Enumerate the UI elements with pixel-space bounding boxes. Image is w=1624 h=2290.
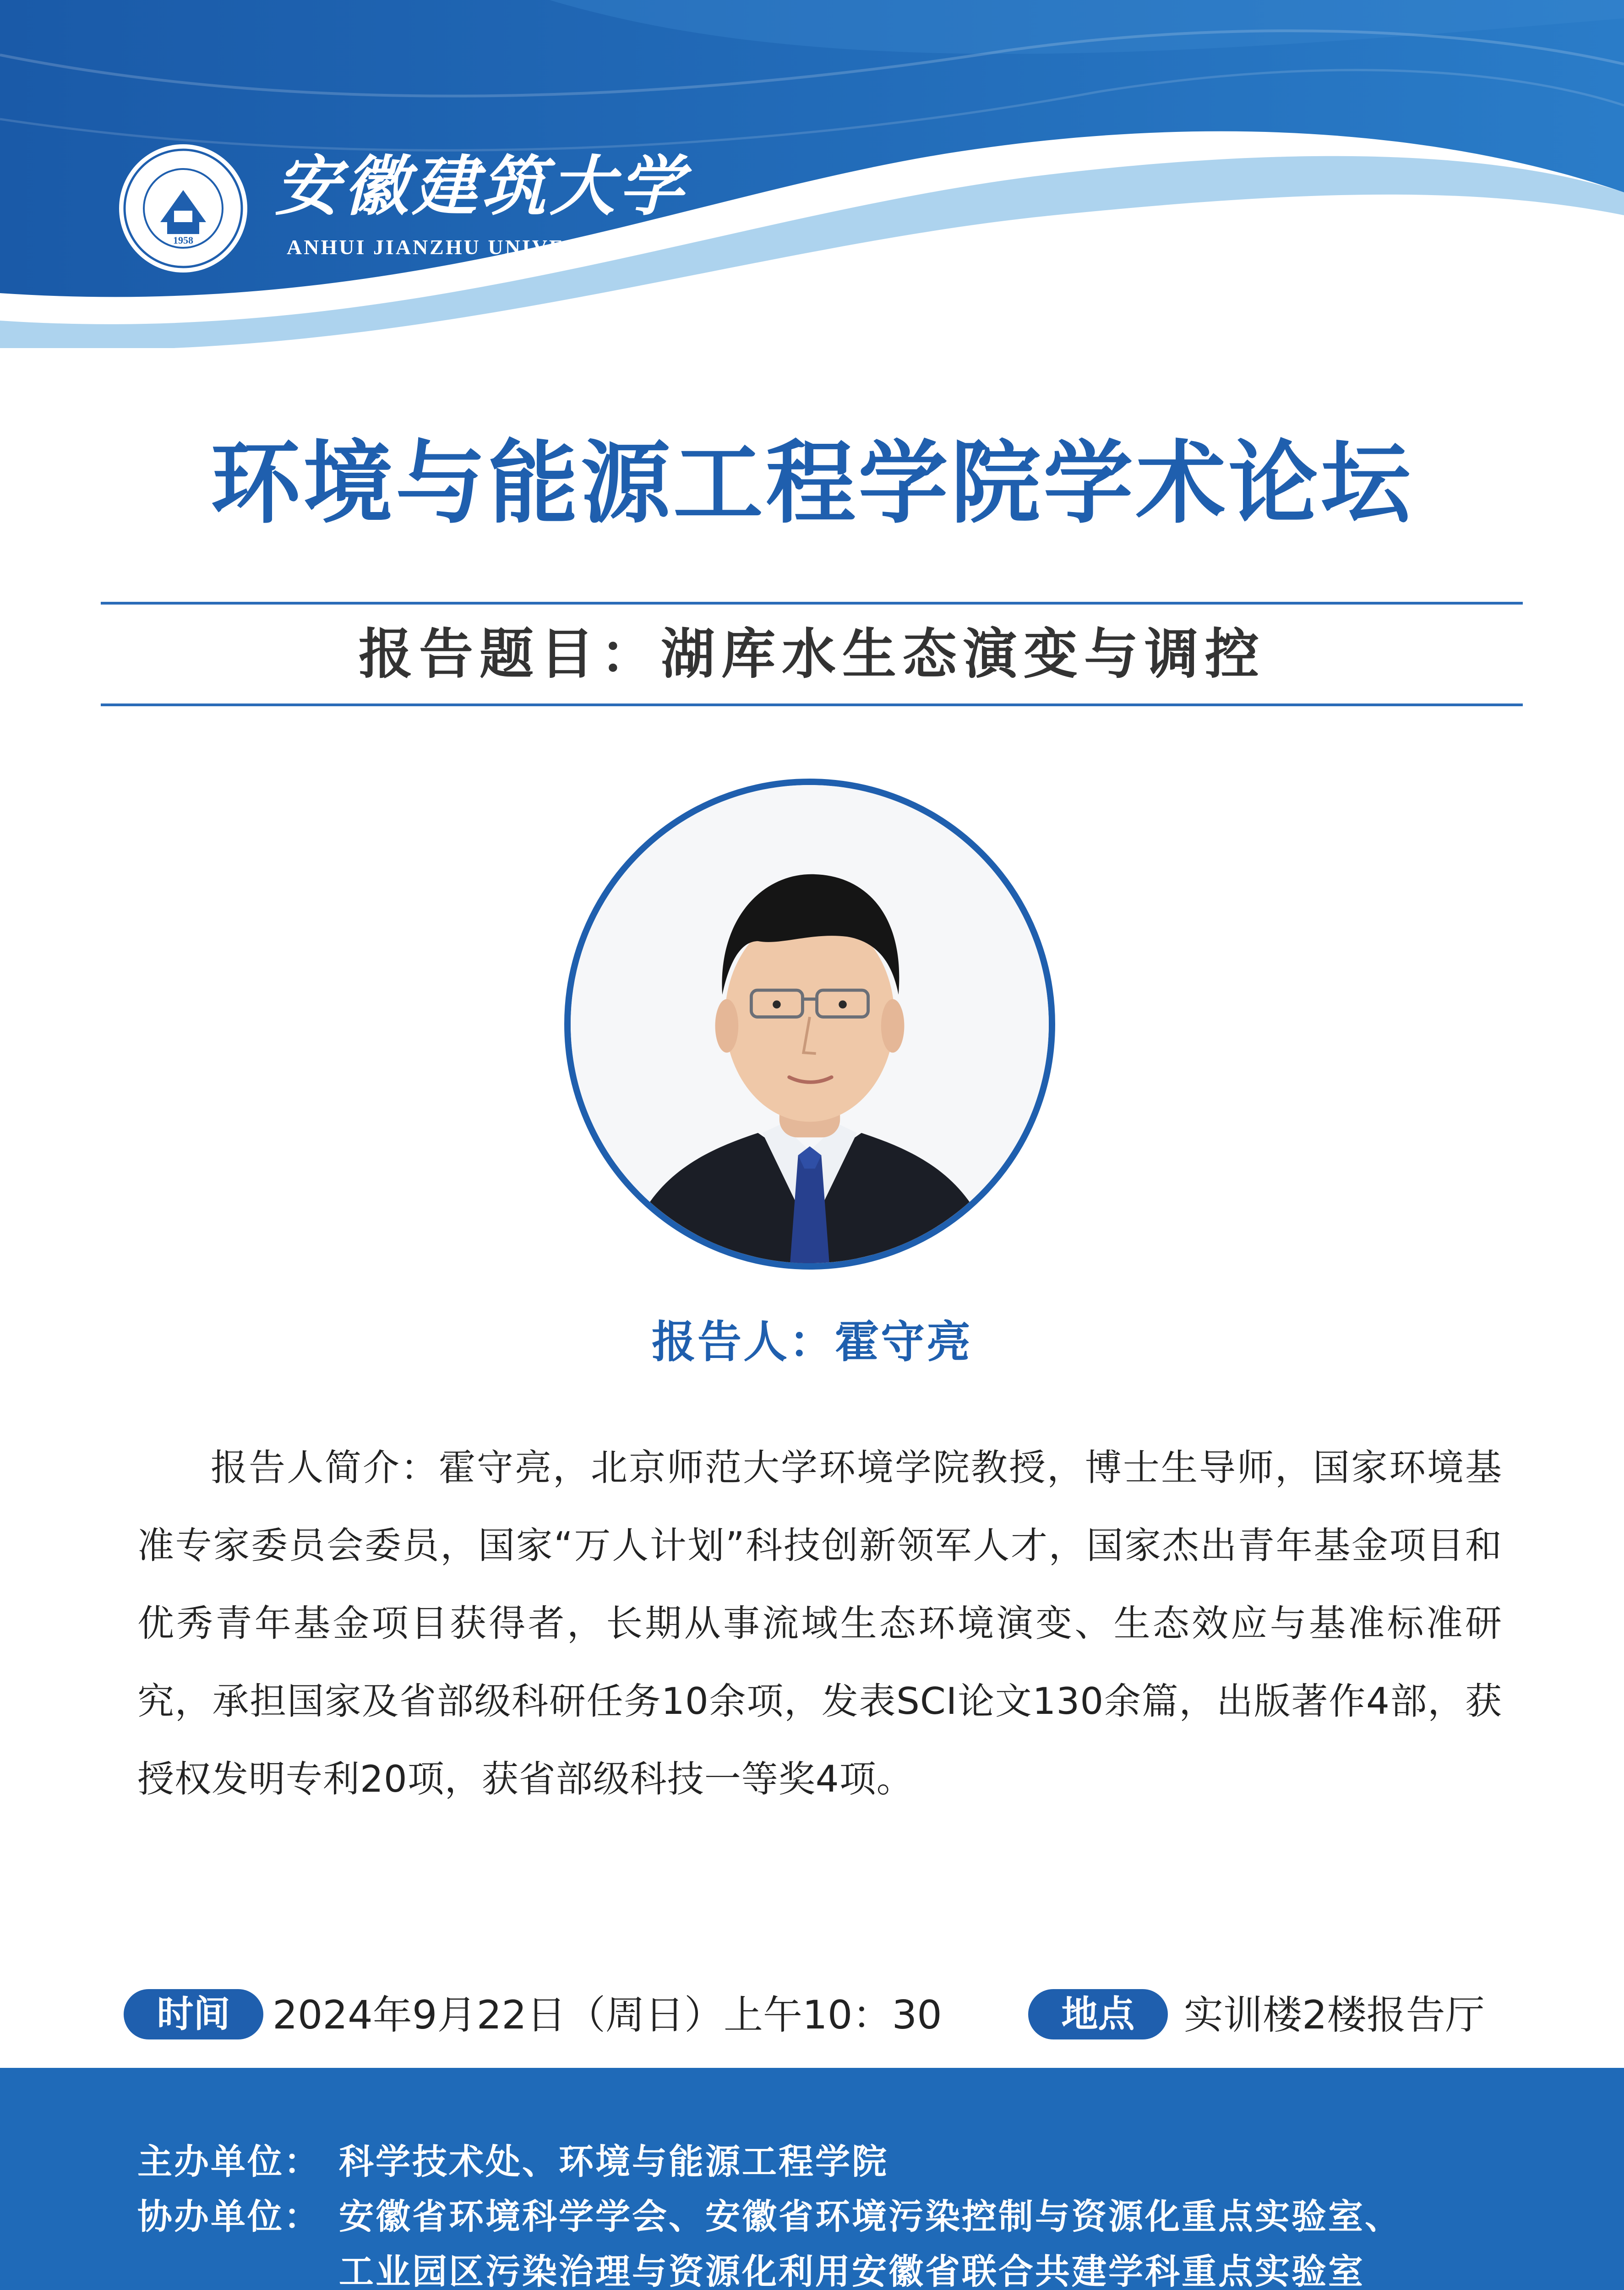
speaker-portrait-frame xyxy=(564,779,1055,1270)
speaker-portrait xyxy=(571,785,1049,1263)
place-label-badge: 地点 xyxy=(1028,1989,1168,2039)
co-organizer-line: 安徽省环境科学学会、安徽省环境污染控制与资源化重点实验室、 xyxy=(339,2196,1401,2237)
university-name-english: ANHUI JIANZHU UNIVERSITY xyxy=(287,235,639,259)
university-seal-logo xyxy=(117,142,250,275)
report-topic: 报告题目：湖库水生态演变与调控 xyxy=(358,622,1265,686)
svg-text:1958: 1958 xyxy=(173,234,193,246)
university-name-chinese: 安徽建筑大学 xyxy=(275,148,687,224)
co-organizer-line: 工业园区污染治理与资源化利用安徽省联合共建学科重点实验室 xyxy=(339,2251,1365,2290)
co-organizer-label: 协办单位： xyxy=(137,2196,321,2237)
speaker-name: 报告人：霍守亮 xyxy=(652,1316,972,1368)
time-value: 2024年9月22日（周日）上午10：30 xyxy=(272,1992,942,2038)
place-value: 实训楼2楼报告厅 xyxy=(1184,1992,1485,2038)
speaker-bio: 报告人简介：霍守亮，北京师范大学环境学院教授，博士生导师，国家环境基准专家委员会委员，国家“万人计划”科技创新领军人才，国家杰出青年基金项目和优秀青年基金项目获得者，长期从事流域生态环境演变、生态效应与基准标准研究，承担国家及省部级科研任务10余项，发表SCI论文130余篇，出版著作4部，获授权发明专利20项，获省部级科技一等奖4项。 xyxy=(137,1446,1502,1800)
forum-title: 环境与能源工程学院学术论坛 xyxy=(210,431,1413,536)
host-label: 主办单位： xyxy=(137,2141,321,2182)
divider-top xyxy=(101,602,1523,605)
host-organizations: 科学技术处、环境与能源工程学院 xyxy=(339,2141,888,2182)
time-label-badge: 时间 xyxy=(124,1989,263,2039)
divider-bottom xyxy=(101,703,1523,706)
